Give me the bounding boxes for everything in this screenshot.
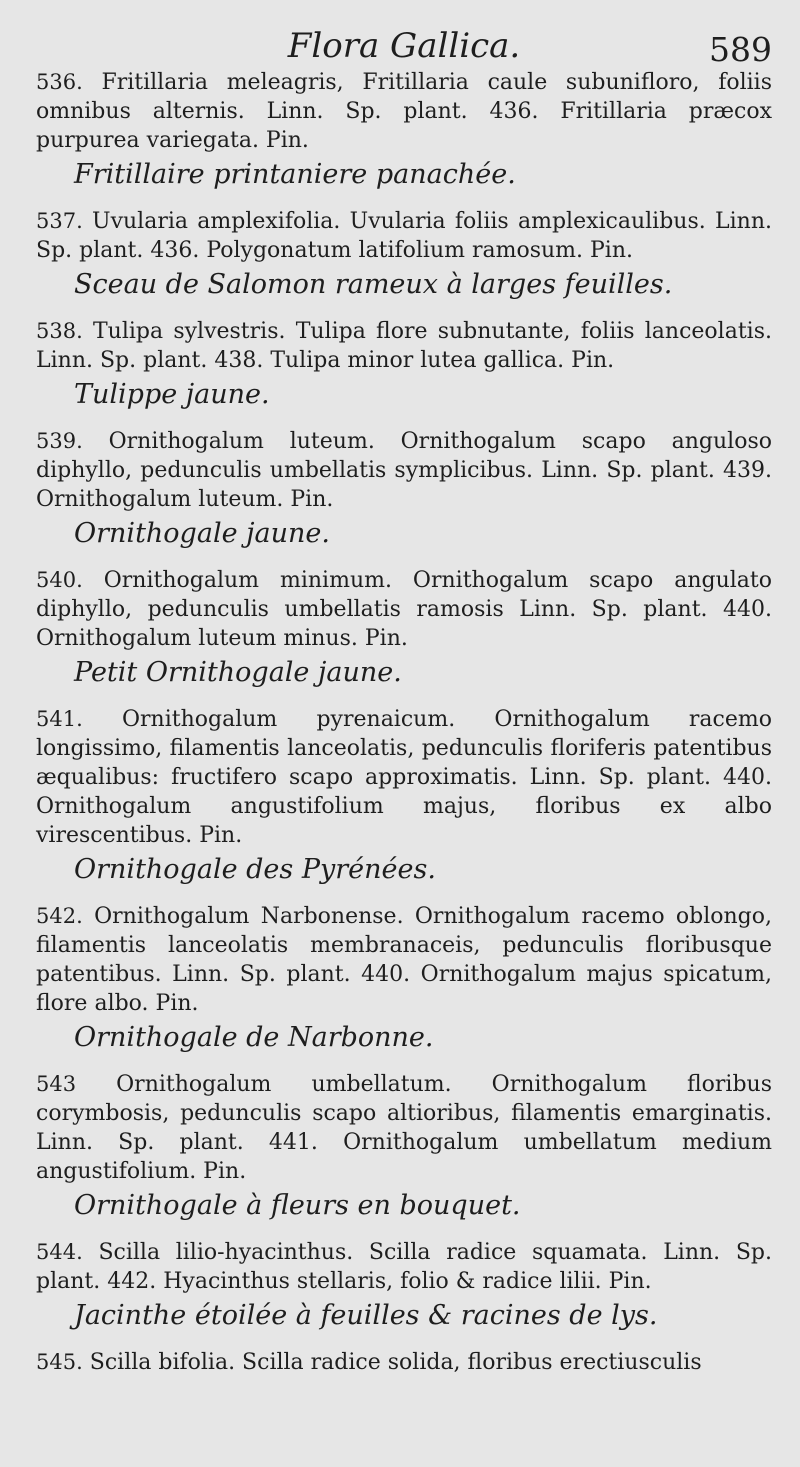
- latin-description: Ornithogalum luteum. Ornithogalum scapo anguloso diphyllo, pedunculis umbellatis symplicibus. Linn. Sp. plant. 439. Ornithogalum luteum. Pin.: [36, 429, 772, 512]
- entry-number: 545.: [36, 1350, 83, 1374]
- species-entry-540: [36, 566, 772, 691]
- species-entry-537: [36, 207, 772, 303]
- entry-number: 541.: [36, 707, 83, 731]
- french-name: Jacinthe étoilée à feuilles & racines de lys.: [74, 1300, 658, 1331]
- latin-description: Ornithogalum Narbonense. Ornithogalum racemo oblongo, filamentis lanceolatis membranaceis, pedunculis floribusque patentibus. Linn. Sp. plant. 440. Ornithogalum majus spicatum, flore albo. Pin.: [36, 904, 772, 1016]
- entry-number: 544.: [36, 1240, 83, 1264]
- entry-number: 538.: [36, 319, 83, 343]
- entry-number: 543: [36, 1072, 77, 1096]
- french-name: Sceau de Salomon rameux à larges feuilles.: [74, 269, 673, 300]
- french-name: Ornithogale des Pyrénées.: [74, 854, 436, 885]
- latin-description: Tulipa sylvestris. Tulipa flore subnutante, foliis lanceolatis. Linn. Sp. plant. 438. Tulipa minor lutea gallica. Pin.: [36, 319, 772, 373]
- latin-description: Ornithogalum pyrenaicum. Ornithogalum racemo longissimo, filamentis lanceolatis, pedunculis floriferis patentibus æqualibus: fructifero scapo approximatis. Linn. Sp. plant. 440. Ornithogalum angustifolium majus, floribus ex albo virescentibus. Pin.: [36, 707, 772, 848]
- page-number: 589: [709, 30, 772, 69]
- species-entry-539: [36, 427, 772, 552]
- entry-number: 540.: [36, 568, 83, 592]
- latin-description: Scilla bifolia. Scilla radice solida, floribus erectiusculis: [89, 1350, 702, 1375]
- latin-description: Ornithogalum minimum. Ornithogalum scapo angulato diphyllo, pedunculis umbellatis ramosis Linn. Sp. plant. 440. Ornithogalum luteum minus. Pin.: [36, 568, 772, 651]
- species-entry-541: [36, 705, 772, 888]
- page-header: [36, 20, 772, 68]
- entry-number: 539.: [36, 429, 83, 453]
- species-entry-542: [36, 902, 772, 1056]
- french-name: Ornithogale jaune.: [74, 518, 330, 549]
- french-name: Fritillaire printaniere panachée.: [74, 159, 516, 190]
- french-name: Ornithogale de Narbonne.: [74, 1022, 434, 1053]
- entry-number: 542.: [36, 904, 83, 928]
- latin-description: Scilla lilio-hyacinthus. Scilla radice squamata. Linn. Sp. plant. 442. Hyacinthus stellaris, folio & radice lilii. Pin.: [36, 1240, 772, 1294]
- french-name: Petit Ornithogale jaune.: [74, 657, 402, 688]
- species-entry-543: [36, 1070, 772, 1224]
- running-title: Flora Gallica.: [287, 26, 521, 66]
- french-name: Ornithogale à fleurs en bouquet.: [74, 1190, 521, 1221]
- species-entry-536: [36, 68, 772, 193]
- species-entry-544: [36, 1238, 772, 1334]
- species-entry-545: [36, 1348, 772, 1377]
- entry-number: 536.: [36, 70, 83, 94]
- latin-description: Ornithogalum umbellatum. Ornithogalum floribus corymbosis, pedunculis scapo altioribus, filamentis emarginatis. Linn. Sp. plant. 441. Ornithogalum umbellatum medium angustifolium. Pin.: [36, 1072, 772, 1184]
- species-entry-538: [36, 317, 772, 413]
- latin-description: Uvularia amplexifolia. Uvularia foliis amplexicaulibus. Linn. Sp. plant. 436. Polygonatum latifolium ramosum. Pin.: [36, 209, 772, 263]
- french-name: Tulippe jaune.: [74, 379, 270, 410]
- entry-number: 537.: [36, 209, 83, 233]
- latin-description: Fritillaria meleagris, Fritillaria caule subunifloro, foliis omnibus alternis. Linn. Sp. plant. 436. Fritillaria præcox purpurea variegata. Pin.: [36, 70, 772, 153]
